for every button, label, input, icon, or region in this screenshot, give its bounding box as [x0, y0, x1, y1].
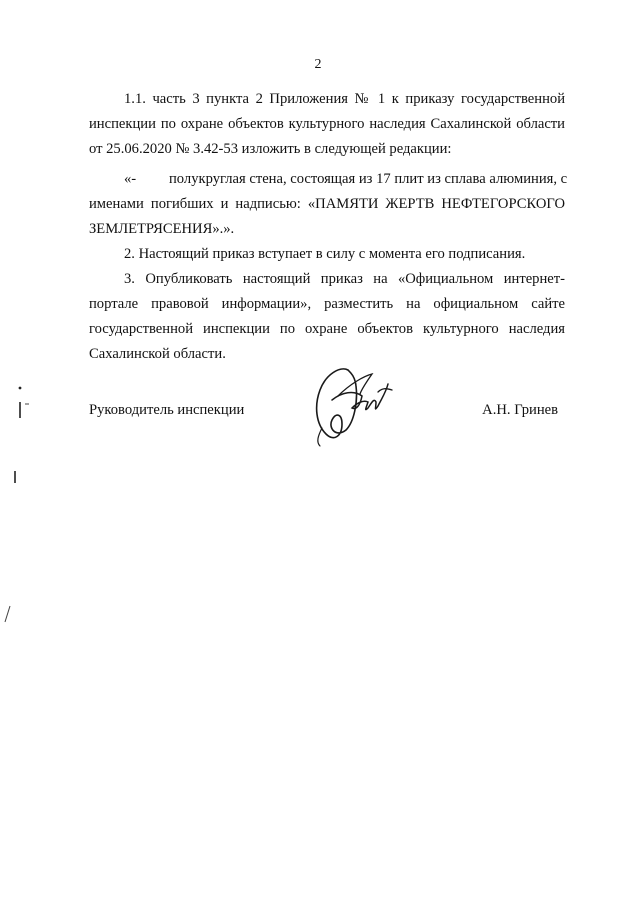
- text-line: Сахалинской области.: [89, 346, 226, 362]
- text-line: ЗЕМЛЕТРЯСЕНИЯ».».: [89, 221, 235, 237]
- text-line: инспекции по охране объектов культурного наследия Сахалинской области: [89, 116, 565, 132]
- text-line: полукруглая стена, состоящая из 17 плит из сплава алюминия, с: [169, 171, 568, 187]
- paragraph-3: [89, 267, 565, 367]
- quote-mark: «-: [124, 171, 137, 187]
- text-line: государственной инспекции по охране объектов культурного наследия: [89, 321, 565, 337]
- handwritten-signature: [302, 362, 402, 452]
- margin-scan-marks: [0, 0, 40, 905]
- paragraph-2: [89, 242, 565, 267]
- text-line: портале правовой информации», разместить на официальном сайте: [89, 296, 565, 312]
- text-line: от 25.06.2020 № 3.42-53 изложить в следующей редакции:: [89, 141, 452, 157]
- text-line: 2. Настоящий приказ вступает в силу с момента его подписания.: [124, 246, 526, 262]
- text-line: 1.1. часть 3 пункта 2 Приложения № 1 к приказу государственной: [124, 91, 565, 107]
- page-number: 2: [314, 57, 322, 72]
- text-line: именами погибших и надписью: «ПАМЯТИ ЖЕРТВ НЕФТЕГОРСКОГО: [89, 196, 565, 212]
- document-body: [89, 87, 568, 367]
- signatory-name: А.Н. Гринев: [482, 402, 558, 418]
- text-line: 3. Опубликовать настоящий приказ на «Официальном интернет-: [124, 271, 565, 287]
- paragraph-1-1: [89, 87, 565, 162]
- signatory-title: Руководитель инспекции: [89, 402, 245, 418]
- quoted-amendment: [89, 167, 568, 242]
